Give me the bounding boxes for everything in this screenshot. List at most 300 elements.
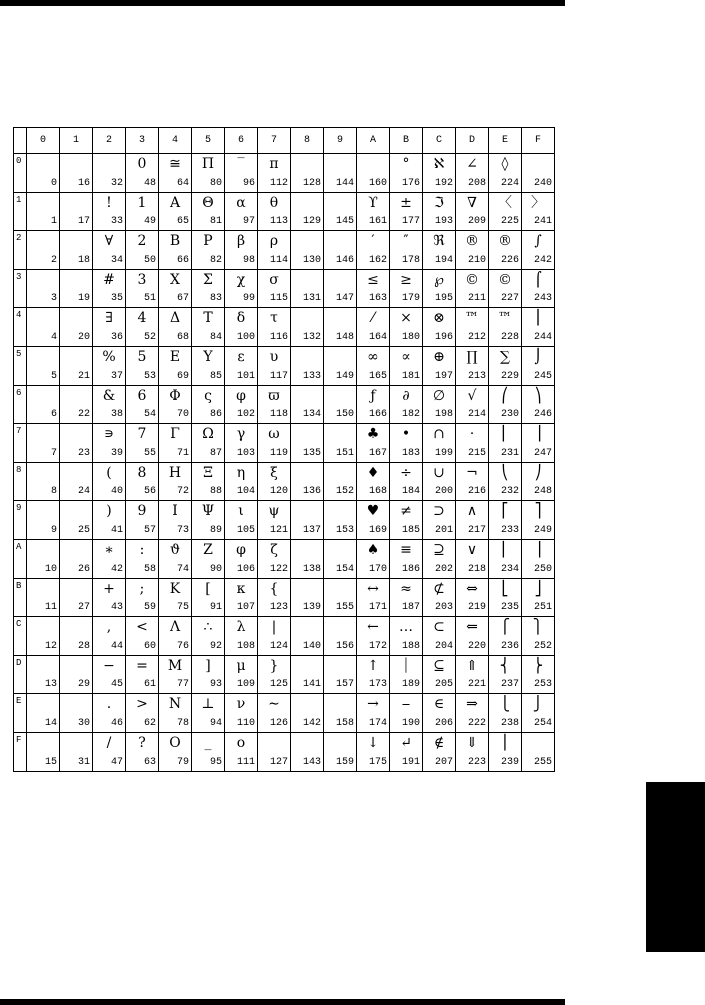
char-code: 79 bbox=[176, 756, 189, 768]
char-code: 75 bbox=[176, 602, 189, 614]
char-code: 4 bbox=[50, 331, 57, 343]
corner-cell bbox=[14, 128, 27, 154]
char-cell bbox=[522, 578, 555, 617]
char-cell bbox=[225, 424, 258, 463]
char-glyph: Θ bbox=[202, 194, 214, 211]
char-cell bbox=[159, 192, 192, 231]
char-code: 167 bbox=[368, 447, 387, 459]
char-code: 110 bbox=[236, 717, 255, 729]
char-cell bbox=[390, 385, 423, 424]
table-row bbox=[14, 231, 555, 270]
char-cell bbox=[93, 424, 126, 463]
char-code: 157 bbox=[335, 679, 354, 691]
char-cell bbox=[324, 539, 357, 578]
char-code: 7 bbox=[50, 447, 57, 459]
char-code: 185 bbox=[401, 524, 420, 536]
char-code: 251 bbox=[533, 602, 552, 614]
char-code: 65 bbox=[176, 216, 189, 228]
char-code: 223 bbox=[467, 756, 486, 768]
char-code: 233 bbox=[500, 524, 519, 536]
char-glyph: Β bbox=[169, 233, 181, 250]
char-code: 151 bbox=[335, 447, 354, 459]
char-cell bbox=[489, 346, 522, 385]
char-code: 209 bbox=[467, 216, 486, 228]
char-cell bbox=[258, 732, 291, 771]
char-code: 144 bbox=[335, 177, 354, 189]
char-cell bbox=[291, 694, 324, 733]
char-glyph: … bbox=[399, 619, 413, 636]
char-code: 137 bbox=[302, 524, 321, 536]
char-code: 205 bbox=[434, 679, 453, 691]
char-code: 158 bbox=[335, 717, 354, 729]
char-glyph: ρ bbox=[269, 233, 279, 250]
char-code: 190 bbox=[401, 717, 420, 729]
char-code: 52 bbox=[143, 331, 156, 343]
char-code: 43 bbox=[110, 602, 123, 614]
char-cell bbox=[159, 154, 192, 193]
char-code: 96 bbox=[242, 177, 255, 189]
char-glyph: ⊕ bbox=[433, 348, 445, 365]
char-cell bbox=[522, 154, 555, 193]
char-cell bbox=[456, 269, 489, 308]
char-cell bbox=[27, 308, 60, 347]
char-code: 221 bbox=[467, 679, 486, 691]
char-cell bbox=[126, 385, 159, 424]
char-glyph: Π bbox=[201, 156, 215, 172]
column-header: 0 bbox=[27, 128, 60, 154]
char-code: 71 bbox=[176, 447, 189, 459]
table-row bbox=[14, 539, 555, 578]
char-code: 148 bbox=[335, 331, 354, 343]
char-cell bbox=[522, 501, 555, 540]
char-cell bbox=[27, 269, 60, 308]
char-glyph: ⎨ bbox=[499, 657, 511, 674]
char-glyph: ⎦ bbox=[534, 580, 542, 597]
char-code: 208 bbox=[467, 177, 486, 189]
char-code: 180 bbox=[401, 331, 420, 343]
char-code: 114 bbox=[269, 254, 288, 266]
table-row bbox=[14, 346, 555, 385]
char-code: 204 bbox=[434, 640, 453, 652]
char-cell bbox=[390, 154, 423, 193]
char-code: 135 bbox=[302, 447, 321, 459]
char-code: 106 bbox=[236, 563, 255, 575]
char-glyph: ; bbox=[139, 580, 145, 597]
char-cell bbox=[60, 154, 93, 193]
char-cell bbox=[390, 694, 423, 733]
char-cell bbox=[27, 462, 60, 501]
char-glyph: ⎝ bbox=[501, 464, 509, 481]
char-code: 136 bbox=[302, 486, 321, 498]
char-cell bbox=[291, 732, 324, 771]
char-cell bbox=[357, 732, 390, 771]
char-glyph: ! bbox=[106, 194, 112, 211]
char-glyph: β bbox=[236, 233, 246, 250]
char-glyph: ℜ bbox=[433, 233, 445, 250]
char-cell bbox=[324, 578, 357, 617]
char-code: 77 bbox=[176, 679, 189, 691]
char-code: 56 bbox=[143, 486, 156, 498]
table-row bbox=[14, 578, 555, 617]
char-cell bbox=[324, 308, 357, 347]
char-glyph: ∨ bbox=[466, 541, 478, 558]
char-code: 188 bbox=[401, 640, 420, 652]
char-glyph: © bbox=[498, 271, 512, 288]
char-code: 125 bbox=[269, 679, 288, 691]
char-cell bbox=[489, 617, 522, 656]
char-code: 210 bbox=[467, 254, 486, 266]
char-code: 242 bbox=[533, 254, 552, 266]
char-glyph: ⎯ bbox=[402, 696, 410, 713]
char-code: 119 bbox=[269, 447, 288, 459]
char-glyph: ⎟ bbox=[534, 426, 542, 443]
char-glyph: ≈ bbox=[400, 580, 412, 597]
char-cell bbox=[423, 231, 456, 270]
char-glyph: ⎭ bbox=[532, 696, 544, 713]
char-code: 55 bbox=[143, 447, 156, 459]
char-code: 254 bbox=[533, 717, 552, 729]
char-cell bbox=[423, 385, 456, 424]
char-cell bbox=[258, 617, 291, 656]
char-cell bbox=[27, 501, 60, 540]
char-code: 101 bbox=[236, 370, 255, 382]
char-glyph: × bbox=[400, 310, 412, 327]
char-glyph: φ bbox=[236, 541, 246, 558]
char-cell bbox=[456, 308, 489, 347]
char-code: 90 bbox=[209, 563, 222, 575]
row-header: C bbox=[14, 617, 27, 656]
char-code: 83 bbox=[209, 293, 222, 305]
char-glyph: Ε bbox=[169, 348, 181, 365]
char-cell bbox=[489, 501, 522, 540]
char-cell bbox=[390, 578, 423, 617]
char-glyph: ® bbox=[498, 233, 512, 250]
char-glyph: ∝ bbox=[401, 348, 411, 365]
char-code: 1 bbox=[50, 216, 57, 228]
char-code: 170 bbox=[368, 563, 387, 575]
char-glyph: Χ bbox=[170, 271, 180, 288]
char-cell bbox=[456, 501, 489, 540]
char-code: 124 bbox=[269, 640, 288, 652]
char-cell bbox=[456, 578, 489, 617]
char-cell bbox=[192, 424, 225, 463]
char-code: 218 bbox=[467, 563, 486, 575]
char-code: 143 bbox=[302, 756, 321, 768]
char-cell bbox=[126, 694, 159, 733]
char-cell bbox=[291, 308, 324, 347]
char-cell bbox=[192, 501, 225, 540]
char-code: 232 bbox=[500, 486, 519, 498]
char-glyph: Ν bbox=[168, 696, 182, 713]
char-code: 186 bbox=[401, 563, 420, 575]
char-glyph: ⊄ bbox=[433, 580, 445, 597]
char-code: 207 bbox=[434, 756, 453, 768]
chapter-tab-marker bbox=[646, 782, 705, 952]
char-code: 250 bbox=[533, 563, 552, 575]
char-glyph: ⊗ bbox=[433, 310, 445, 327]
char-glyph: 9 bbox=[137, 503, 147, 520]
char-code: 222 bbox=[467, 717, 486, 729]
char-code: 174 bbox=[368, 717, 387, 729]
char-cell bbox=[60, 269, 93, 308]
char-cell bbox=[258, 269, 291, 308]
column-header: 9 bbox=[324, 128, 357, 154]
char-cell bbox=[159, 424, 192, 463]
char-glyph: ⎥ bbox=[534, 541, 542, 558]
char-code: 235 bbox=[500, 602, 519, 614]
char-glyph: δ bbox=[236, 310, 246, 327]
char-code: 98 bbox=[242, 254, 255, 266]
char-glyph: Α bbox=[169, 194, 181, 211]
char-glyph: • bbox=[401, 426, 411, 443]
char-code: 146 bbox=[335, 254, 354, 266]
char-code: 192 bbox=[434, 177, 453, 189]
char-code: 228 bbox=[500, 331, 519, 343]
char-code: 173 bbox=[368, 679, 387, 691]
char-glyph: Σ bbox=[203, 271, 213, 288]
char-code: 50 bbox=[143, 254, 156, 266]
char-glyph: ≠ bbox=[400, 503, 412, 520]
char-code: 138 bbox=[302, 563, 321, 575]
char-code: 131 bbox=[302, 293, 321, 305]
char-code: 24 bbox=[77, 486, 90, 498]
char-cell bbox=[126, 578, 159, 617]
char-glyph: ⎧ bbox=[499, 619, 511, 636]
char-code: 227 bbox=[500, 293, 519, 305]
char-cell bbox=[357, 539, 390, 578]
char-cell bbox=[456, 617, 489, 656]
char-code: 48 bbox=[143, 177, 156, 189]
char-code: 103 bbox=[236, 447, 255, 459]
char-glyph: ∧ bbox=[466, 503, 478, 520]
char-code: 201 bbox=[434, 524, 453, 536]
row-header: B bbox=[14, 578, 27, 617]
char-glyph: , bbox=[106, 619, 112, 636]
char-cell bbox=[456, 231, 489, 270]
char-cell bbox=[258, 539, 291, 578]
char-cell bbox=[93, 192, 126, 231]
char-code: 40 bbox=[110, 486, 123, 498]
char-glyph: Γ bbox=[170, 426, 180, 443]
row-header: 1 bbox=[14, 192, 27, 231]
row-header: 5 bbox=[14, 346, 27, 385]
char-cell bbox=[60, 231, 93, 270]
char-code: 59 bbox=[143, 602, 156, 614]
char-cell bbox=[489, 462, 522, 501]
row-header: 3 bbox=[14, 269, 27, 308]
char-code: 178 bbox=[401, 254, 420, 266]
char-cell bbox=[522, 385, 555, 424]
char-cell bbox=[423, 694, 456, 733]
char-cell bbox=[522, 269, 555, 308]
char-cell bbox=[489, 539, 522, 578]
char-cell bbox=[225, 462, 258, 501]
char-cell bbox=[225, 308, 258, 347]
char-code: 216 bbox=[467, 486, 486, 498]
char-glyph: ∫ bbox=[534, 233, 542, 250]
char-cell bbox=[27, 655, 60, 694]
char-code: 49 bbox=[143, 216, 156, 228]
char-glyph: γ bbox=[236, 426, 246, 443]
char-glyph: η bbox=[236, 464, 246, 481]
char-code: 109 bbox=[236, 679, 255, 691]
column-header: A bbox=[357, 128, 390, 154]
char-cell bbox=[423, 539, 456, 578]
char-cell bbox=[522, 617, 555, 656]
char-glyph: ∈ bbox=[433, 696, 445, 713]
char-code: 97 bbox=[242, 216, 255, 228]
char-code: 107 bbox=[236, 602, 255, 614]
char-glyph: ⊇ bbox=[433, 541, 445, 558]
char-glyph: ∴ bbox=[203, 619, 213, 636]
char-cell bbox=[357, 578, 390, 617]
char-glyph: ⎮ bbox=[534, 310, 542, 327]
char-cell bbox=[225, 539, 258, 578]
char-cell bbox=[357, 462, 390, 501]
char-cell bbox=[390, 269, 423, 308]
char-cell bbox=[390, 308, 423, 347]
char-glyph: { bbox=[269, 580, 279, 597]
char-cell bbox=[489, 385, 522, 424]
row-header: D bbox=[14, 655, 27, 694]
char-glyph: ⎢ bbox=[501, 541, 509, 558]
char-cell bbox=[324, 192, 357, 231]
char-code: 193 bbox=[434, 216, 453, 228]
char-code: 11 bbox=[44, 602, 57, 614]
char-code: 126 bbox=[269, 717, 288, 729]
char-code: 127 bbox=[269, 756, 288, 768]
char-glyph: α bbox=[236, 194, 246, 211]
char-code: 128 bbox=[302, 177, 321, 189]
char-glyph: ζ bbox=[270, 541, 278, 558]
char-cell bbox=[456, 385, 489, 424]
char-code: 177 bbox=[401, 216, 420, 228]
char-code: 140 bbox=[302, 640, 321, 652]
char-code: 255 bbox=[533, 756, 552, 768]
char-glyph: ⊃ bbox=[433, 503, 445, 520]
char-code: 46 bbox=[110, 717, 123, 729]
char-code: 189 bbox=[401, 679, 420, 691]
char-cell bbox=[192, 694, 225, 733]
char-cell bbox=[489, 578, 522, 617]
char-glyph: 3 bbox=[137, 271, 147, 288]
char-glyph: ⌠ bbox=[534, 271, 542, 288]
char-code: 17 bbox=[77, 216, 90, 228]
char-cell bbox=[225, 578, 258, 617]
char-cell bbox=[60, 424, 93, 463]
char-cell bbox=[192, 346, 225, 385]
char-code: 60 bbox=[143, 640, 156, 652]
char-code: 224 bbox=[500, 177, 519, 189]
char-code: 134 bbox=[302, 409, 321, 421]
char-glyph: π bbox=[269, 156, 279, 172]
char-code: 219 bbox=[467, 602, 486, 614]
char-cell bbox=[324, 154, 357, 193]
char-code: 229 bbox=[500, 370, 519, 382]
char-cell bbox=[192, 617, 225, 656]
char-cell bbox=[357, 346, 390, 385]
char-code: 105 bbox=[236, 524, 255, 536]
char-code: 141 bbox=[302, 679, 321, 691]
char-cell bbox=[225, 617, 258, 656]
char-glyph: ∑ bbox=[500, 348, 510, 365]
char-cell bbox=[390, 424, 423, 463]
char-glyph: ∇ bbox=[467, 194, 477, 211]
char-code: 8 bbox=[50, 486, 57, 498]
char-code: 239 bbox=[500, 756, 519, 768]
char-cell bbox=[93, 346, 126, 385]
char-code: 72 bbox=[176, 486, 189, 498]
char-cell bbox=[522, 732, 555, 771]
char-code: 171 bbox=[368, 602, 387, 614]
char-code: 123 bbox=[269, 602, 288, 614]
char-glyph: / bbox=[106, 734, 112, 751]
char-code: 184 bbox=[401, 486, 420, 498]
char-glyph: − bbox=[103, 657, 115, 674]
char-cell bbox=[27, 346, 60, 385]
char-cell bbox=[423, 501, 456, 540]
char-code: 27 bbox=[77, 602, 90, 614]
char-glyph: [ bbox=[205, 580, 211, 597]
char-cell bbox=[324, 424, 357, 463]
char-cell bbox=[126, 154, 159, 193]
char-cell bbox=[522, 539, 555, 578]
char-cell bbox=[258, 154, 291, 193]
char-cell bbox=[93, 732, 126, 771]
char-cell bbox=[159, 539, 192, 578]
char-glyph: Ψ bbox=[201, 503, 215, 520]
char-cell bbox=[60, 578, 93, 617]
char-glyph: Δ bbox=[169, 310, 181, 327]
char-code: 39 bbox=[110, 447, 123, 459]
row-header: 9 bbox=[14, 501, 27, 540]
char-glyph: Ζ bbox=[203, 541, 213, 558]
char-code: 197 bbox=[434, 370, 453, 382]
table-body bbox=[14, 154, 555, 772]
char-glyph: ω bbox=[268, 426, 280, 443]
char-glyph: . bbox=[106, 696, 112, 713]
char-code: 69 bbox=[176, 370, 189, 382]
char-cell bbox=[291, 231, 324, 270]
char-cell bbox=[423, 578, 456, 617]
char-glyph: Η bbox=[168, 464, 182, 481]
char-cell bbox=[27, 385, 60, 424]
char-code: 54 bbox=[143, 409, 156, 421]
char-cell bbox=[456, 655, 489, 694]
column-header: E bbox=[489, 128, 522, 154]
column-header: 4 bbox=[159, 128, 192, 154]
char-code: 139 bbox=[302, 602, 321, 614]
char-glyph: ϒ bbox=[368, 194, 378, 211]
char-glyph: ⇔ bbox=[466, 580, 478, 597]
char-code: 41 bbox=[110, 524, 123, 536]
char-cell bbox=[192, 231, 225, 270]
char-glyph: ≤ bbox=[367, 271, 379, 288]
char-glyph: ≡ bbox=[400, 541, 412, 558]
char-code: 149 bbox=[335, 370, 354, 382]
char-code: 172 bbox=[368, 640, 387, 652]
char-glyph: 7 bbox=[137, 426, 147, 443]
char-code: 152 bbox=[335, 486, 354, 498]
table-row bbox=[14, 424, 555, 463]
char-code: 133 bbox=[302, 370, 321, 382]
char-glyph: ⇐ bbox=[466, 619, 478, 636]
char-cell bbox=[225, 346, 258, 385]
char-code: 253 bbox=[533, 679, 552, 691]
char-glyph: ⎛ bbox=[501, 387, 509, 404]
char-glyph: Ρ bbox=[203, 233, 213, 250]
char-glyph: 2 bbox=[137, 233, 147, 250]
